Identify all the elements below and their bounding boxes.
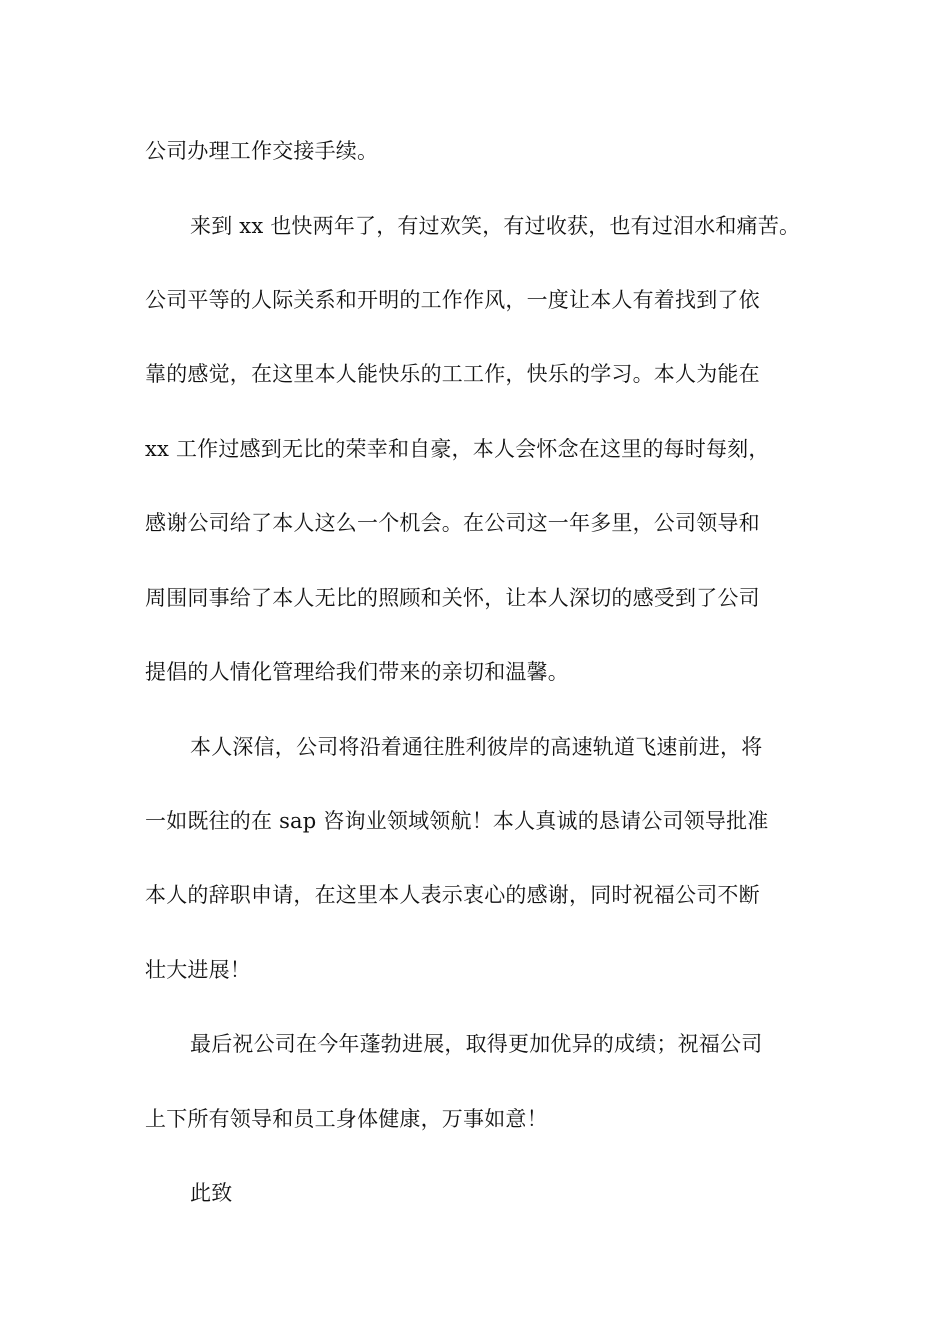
text-line: xx 工作过感到无比的荣幸和自豪，本人会怀念在这里的每时每刻， [145, 437, 770, 461]
text-line: 感谢公司给了本人这么一个机会。在公司这一年多里，公司领导和 [145, 511, 760, 535]
paragraph-start: 本人深信，公司将沿着通往胜利彼岸的高速轨道飞速前进，将 [190, 735, 763, 759]
text-line: 靠的感觉，在这里本人能快乐的工工作，快乐的学习。本人为能在 [145, 362, 760, 386]
paragraph-start: 最后祝公司在今年蓬勃进展，取得更加优异的成绩；祝福公司 [190, 1032, 763, 1056]
text-line: 壮大进展！ [145, 958, 251, 982]
text-line: 提倡的人情化管理给我们带来的亲切和温馨。 [145, 660, 569, 684]
closing-salutation: 此致 [190, 1181, 233, 1205]
text-line: 上下所有领导和员工身体健康，万事如意！ [145, 1107, 548, 1131]
text-line: 公司平等的人际关系和开明的工作作风，一度让本人有着找到了依 [145, 288, 760, 312]
paragraph-start: 来到 xx 也快两年了，有过欢笑，有过收获，也有过泪水和痛苦。 [190, 214, 801, 238]
text-line: 周围同事给了本人无比的照顾和关怀，让本人深切的感受到了公司 [145, 586, 760, 610]
text-line: 公司办理工作交接手续。 [145, 139, 379, 163]
text-line: 一如既往的在 sap 咨询业领域领航！本人真诚的恳请公司领导批准 [145, 809, 769, 833]
text-line: 本人的辞职申请，在这里本人表示衷心的感谢，同时祝福公司不断 [145, 883, 760, 907]
